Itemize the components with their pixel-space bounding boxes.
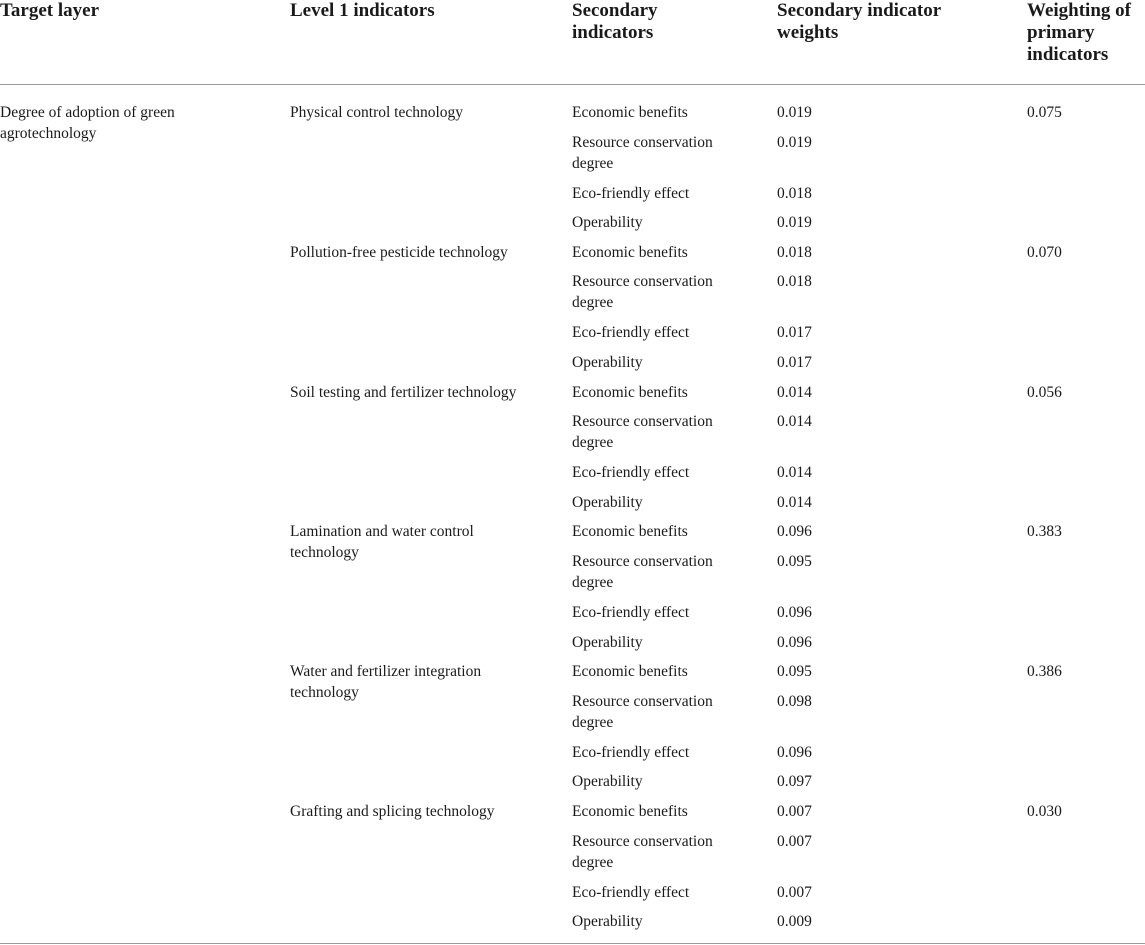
target-layer-cell [0, 102, 175, 144]
primary-weight-cell [1027, 382, 1062, 403]
secondary-indicator-line2: degree [572, 294, 614, 312]
header-secondary-weights-line2: weights [777, 22, 839, 43]
secondary-indicator-line1: Economic benefits [572, 803, 688, 820]
secondary-indicator-cell [572, 492, 643, 513]
secondary-indicator-cell [572, 183, 689, 204]
secondary-weight-cell [777, 212, 812, 233]
secondary-indicator-line1: Economic benefits [572, 104, 688, 121]
secondary-indicator-cell [572, 212, 643, 233]
secondary-indicator-cell [572, 882, 689, 903]
secondary-indicator-cell [572, 271, 713, 313]
secondary-weight-cell [777, 271, 812, 292]
secondary-weight-value: 0.096 [777, 604, 812, 621]
secondary-weight-value: 0.096 [777, 633, 812, 651]
secondary-indicator-cell [572, 602, 689, 623]
secondary-weight-value: 0.019 [777, 133, 812, 151]
secondary-indicator-line2: degree [572, 853, 614, 871]
primary-weight-value: 0.075 [1027, 104, 1062, 121]
secondary-weight-cell [777, 382, 812, 403]
secondary-indicator-line2: degree [572, 154, 614, 172]
secondary-weight-value: 0.017 [777, 354, 812, 371]
secondary-weight-cell [777, 521, 812, 542]
secondary-weight-cell [777, 742, 812, 763]
secondary-indicator-cell [572, 242, 688, 263]
secondary-weight-cell [777, 771, 812, 792]
secondary-indicator-line1: Operability [572, 773, 643, 791]
primary-weight-value: 0.056 [1027, 383, 1062, 401]
secondary-indicator-line1: Economic benefits [572, 243, 688, 261]
secondary-weight-value: 0.007 [777, 803, 812, 820]
secondary-weight-cell [777, 911, 812, 932]
secondary-weight-value: 0.009 [777, 913, 812, 931]
header-primary-weight-line2: primary [1027, 22, 1095, 43]
secondary-indicator-cell [572, 521, 688, 542]
secondary-indicator-cell [572, 102, 688, 123]
secondary-indicator-cell [572, 632, 643, 653]
secondary-weight-value: 0.095 [777, 553, 812, 570]
primary-weight-value: 0.386 [1027, 663, 1062, 681]
secondary-indicator-cell [572, 801, 688, 822]
primary-weight-value: 0.070 [1027, 243, 1062, 261]
target-layer-line1: Degree of adoption of green [0, 104, 175, 121]
level1-indicator-line1: Lamination and water control [290, 523, 474, 541]
header-level1-text: Level 1 indicators [290, 0, 435, 21]
header-secondary-line1: Secondary [572, 0, 658, 21]
primary-weight-cell [1027, 102, 1062, 123]
header-secondary-weights-line1: Secondary indicator [777, 0, 942, 21]
secondary-weight-cell [777, 492, 812, 513]
secondary-indicator-cell [572, 771, 643, 792]
secondary-indicator-line1: Resource conservation [572, 413, 713, 431]
primary-weight-cell [1027, 242, 1062, 263]
secondary-weight-cell [777, 551, 812, 572]
secondary-indicator-cell [572, 411, 713, 453]
secondary-indicator-line1: Eco-friendly effect [572, 604, 690, 621]
secondary-weight-cell [777, 462, 812, 483]
secondary-weight-value: 0.098 [777, 692, 812, 710]
level1-indicator-line1: Water and fertilizer integration [290, 663, 482, 681]
level1-indicator-cell [290, 801, 494, 822]
level1-indicator-line2: technology [290, 544, 359, 562]
secondary-indicator-line1: Eco-friendly effect [572, 743, 690, 761]
secondary-indicator-cell [572, 132, 713, 174]
secondary-weight-cell [777, 411, 812, 432]
secondary-indicator-line1: Operability [572, 913, 643, 931]
secondary-indicator-line1: Eco-friendly effect [572, 184, 690, 202]
target-layer-line2: agrotechnology [0, 125, 97, 142]
secondary-weight-value: 0.019 [777, 214, 812, 232]
level1-indicator-cell [290, 382, 516, 403]
secondary-indicator-line1: Operability [572, 633, 643, 651]
secondary-weight-value: 0.014 [777, 464, 812, 482]
secondary-indicator-line1: Eco-friendly effect [572, 464, 690, 482]
secondary-indicator-cell [572, 322, 689, 343]
level1-indicator-line1: Soil testing and fertilizer technology [290, 383, 517, 401]
secondary-indicator-line1: Economic benefits [572, 523, 688, 541]
secondary-weight-value: 0.014 [777, 383, 812, 401]
level1-indicator-cell [290, 242, 508, 263]
secondary-indicator-line1: Economic benefits [572, 383, 688, 401]
secondary-weight-cell [777, 352, 812, 373]
secondary-weight-value: 0.018 [777, 273, 812, 291]
primary-weight-cell [1027, 661, 1062, 682]
secondary-weight-value: 0.018 [777, 184, 812, 202]
secondary-indicator-line1: Resource conservation [572, 832, 713, 850]
header-secondary-weights [777, 0, 941, 44]
primary-weight-value: 0.030 [1027, 803, 1062, 820]
secondary-weight-cell [777, 831, 812, 852]
secondary-indicator-line2: degree [572, 574, 614, 591]
secondary-weight-value: 0.096 [777, 743, 812, 761]
secondary-indicator-line1: Resource conservation [572, 692, 713, 710]
level1-indicator-line1: Pollution-free pesticide technology [290, 243, 508, 261]
secondary-weight-value: 0.017 [777, 324, 812, 342]
secondary-indicator-line1: Economic benefits [572, 663, 688, 681]
header-secondary-line2: indicators [572, 22, 654, 43]
secondary-weight-cell [777, 183, 812, 204]
secondary-indicator-line1: Resource conservation [572, 273, 713, 291]
secondary-indicator-line1: Operability [572, 493, 643, 511]
level1-indicator-cell [290, 521, 474, 563]
secondary-indicator-line1: Resource conservation [572, 553, 713, 570]
secondary-indicator-cell [572, 691, 713, 733]
secondary-indicator-cell [572, 462, 689, 483]
header-target-layer [0, 0, 99, 22]
level1-indicator-cell [290, 102, 463, 123]
secondary-weight-cell [777, 132, 812, 153]
level1-indicator-line1: Grafting and splicing technology [290, 803, 495, 820]
level1-indicator-line2: technology [290, 684, 359, 702]
secondary-indicator-cell [572, 742, 689, 763]
secondary-indicator-line1: Eco-friendly effect [572, 883, 690, 901]
table-header [0, 0, 1145, 85]
header-target-layer-text: Target layer [0, 0, 100, 21]
secondary-indicator-line1: Resource conservation [572, 133, 713, 151]
secondary-indicator-line1: Operability [572, 214, 643, 232]
secondary-weight-value: 0.014 [777, 413, 812, 431]
table-body [0, 85, 1145, 945]
primary-weight-cell [1027, 521, 1062, 542]
secondary-indicator-cell [572, 831, 713, 873]
header-level1 [290, 0, 435, 22]
secondary-weight-cell [777, 102, 812, 123]
secondary-weight-cell [777, 661, 812, 682]
secondary-weight-cell [777, 632, 812, 653]
header-secondary [572, 0, 658, 44]
level1-indicator-cell [290, 661, 481, 703]
header-primary-weight-line3: indicators [1027, 44, 1109, 65]
secondary-weight-value: 0.014 [777, 493, 812, 511]
secondary-indicator-cell [572, 382, 688, 403]
secondary-weight-cell [777, 691, 812, 712]
primary-weight-cell [1027, 801, 1062, 822]
secondary-indicator-cell [572, 661, 688, 682]
secondary-weight-value: 0.095 [777, 663, 812, 681]
secondary-weight-cell [777, 242, 812, 263]
secondary-weight-cell [777, 882, 812, 903]
primary-weight-value: 0.383 [1027, 523, 1062, 541]
bottom-rule [0, 943, 1145, 944]
level1-indicator-line1: Physical control technology [290, 104, 464, 121]
secondary-weight-cell [777, 801, 812, 822]
secondary-indicator-cell [572, 551, 713, 593]
secondary-indicator-line1: Operability [572, 354, 643, 371]
secondary-weight-value: 0.019 [777, 104, 812, 121]
secondary-indicator-cell [572, 911, 643, 932]
secondary-weight-value: 0.007 [777, 832, 812, 850]
secondary-weight-value: 0.097 [777, 773, 812, 791]
secondary-weight-cell [777, 602, 812, 623]
secondary-indicator-line2: degree [572, 434, 614, 452]
secondary-indicator-line1: Eco-friendly effect [572, 324, 690, 342]
secondary-weight-value: 0.007 [777, 883, 812, 901]
secondary-weight-value: 0.096 [777, 523, 812, 541]
secondary-indicator-cell [572, 352, 643, 373]
secondary-indicator-line2: degree [572, 713, 614, 731]
header-primary-weight [1027, 0, 1131, 66]
secondary-weight-value: 0.018 [777, 243, 812, 261]
secondary-weight-cell [777, 322, 812, 343]
header-primary-weight-line1: Weighting of [1027, 0, 1131, 21]
